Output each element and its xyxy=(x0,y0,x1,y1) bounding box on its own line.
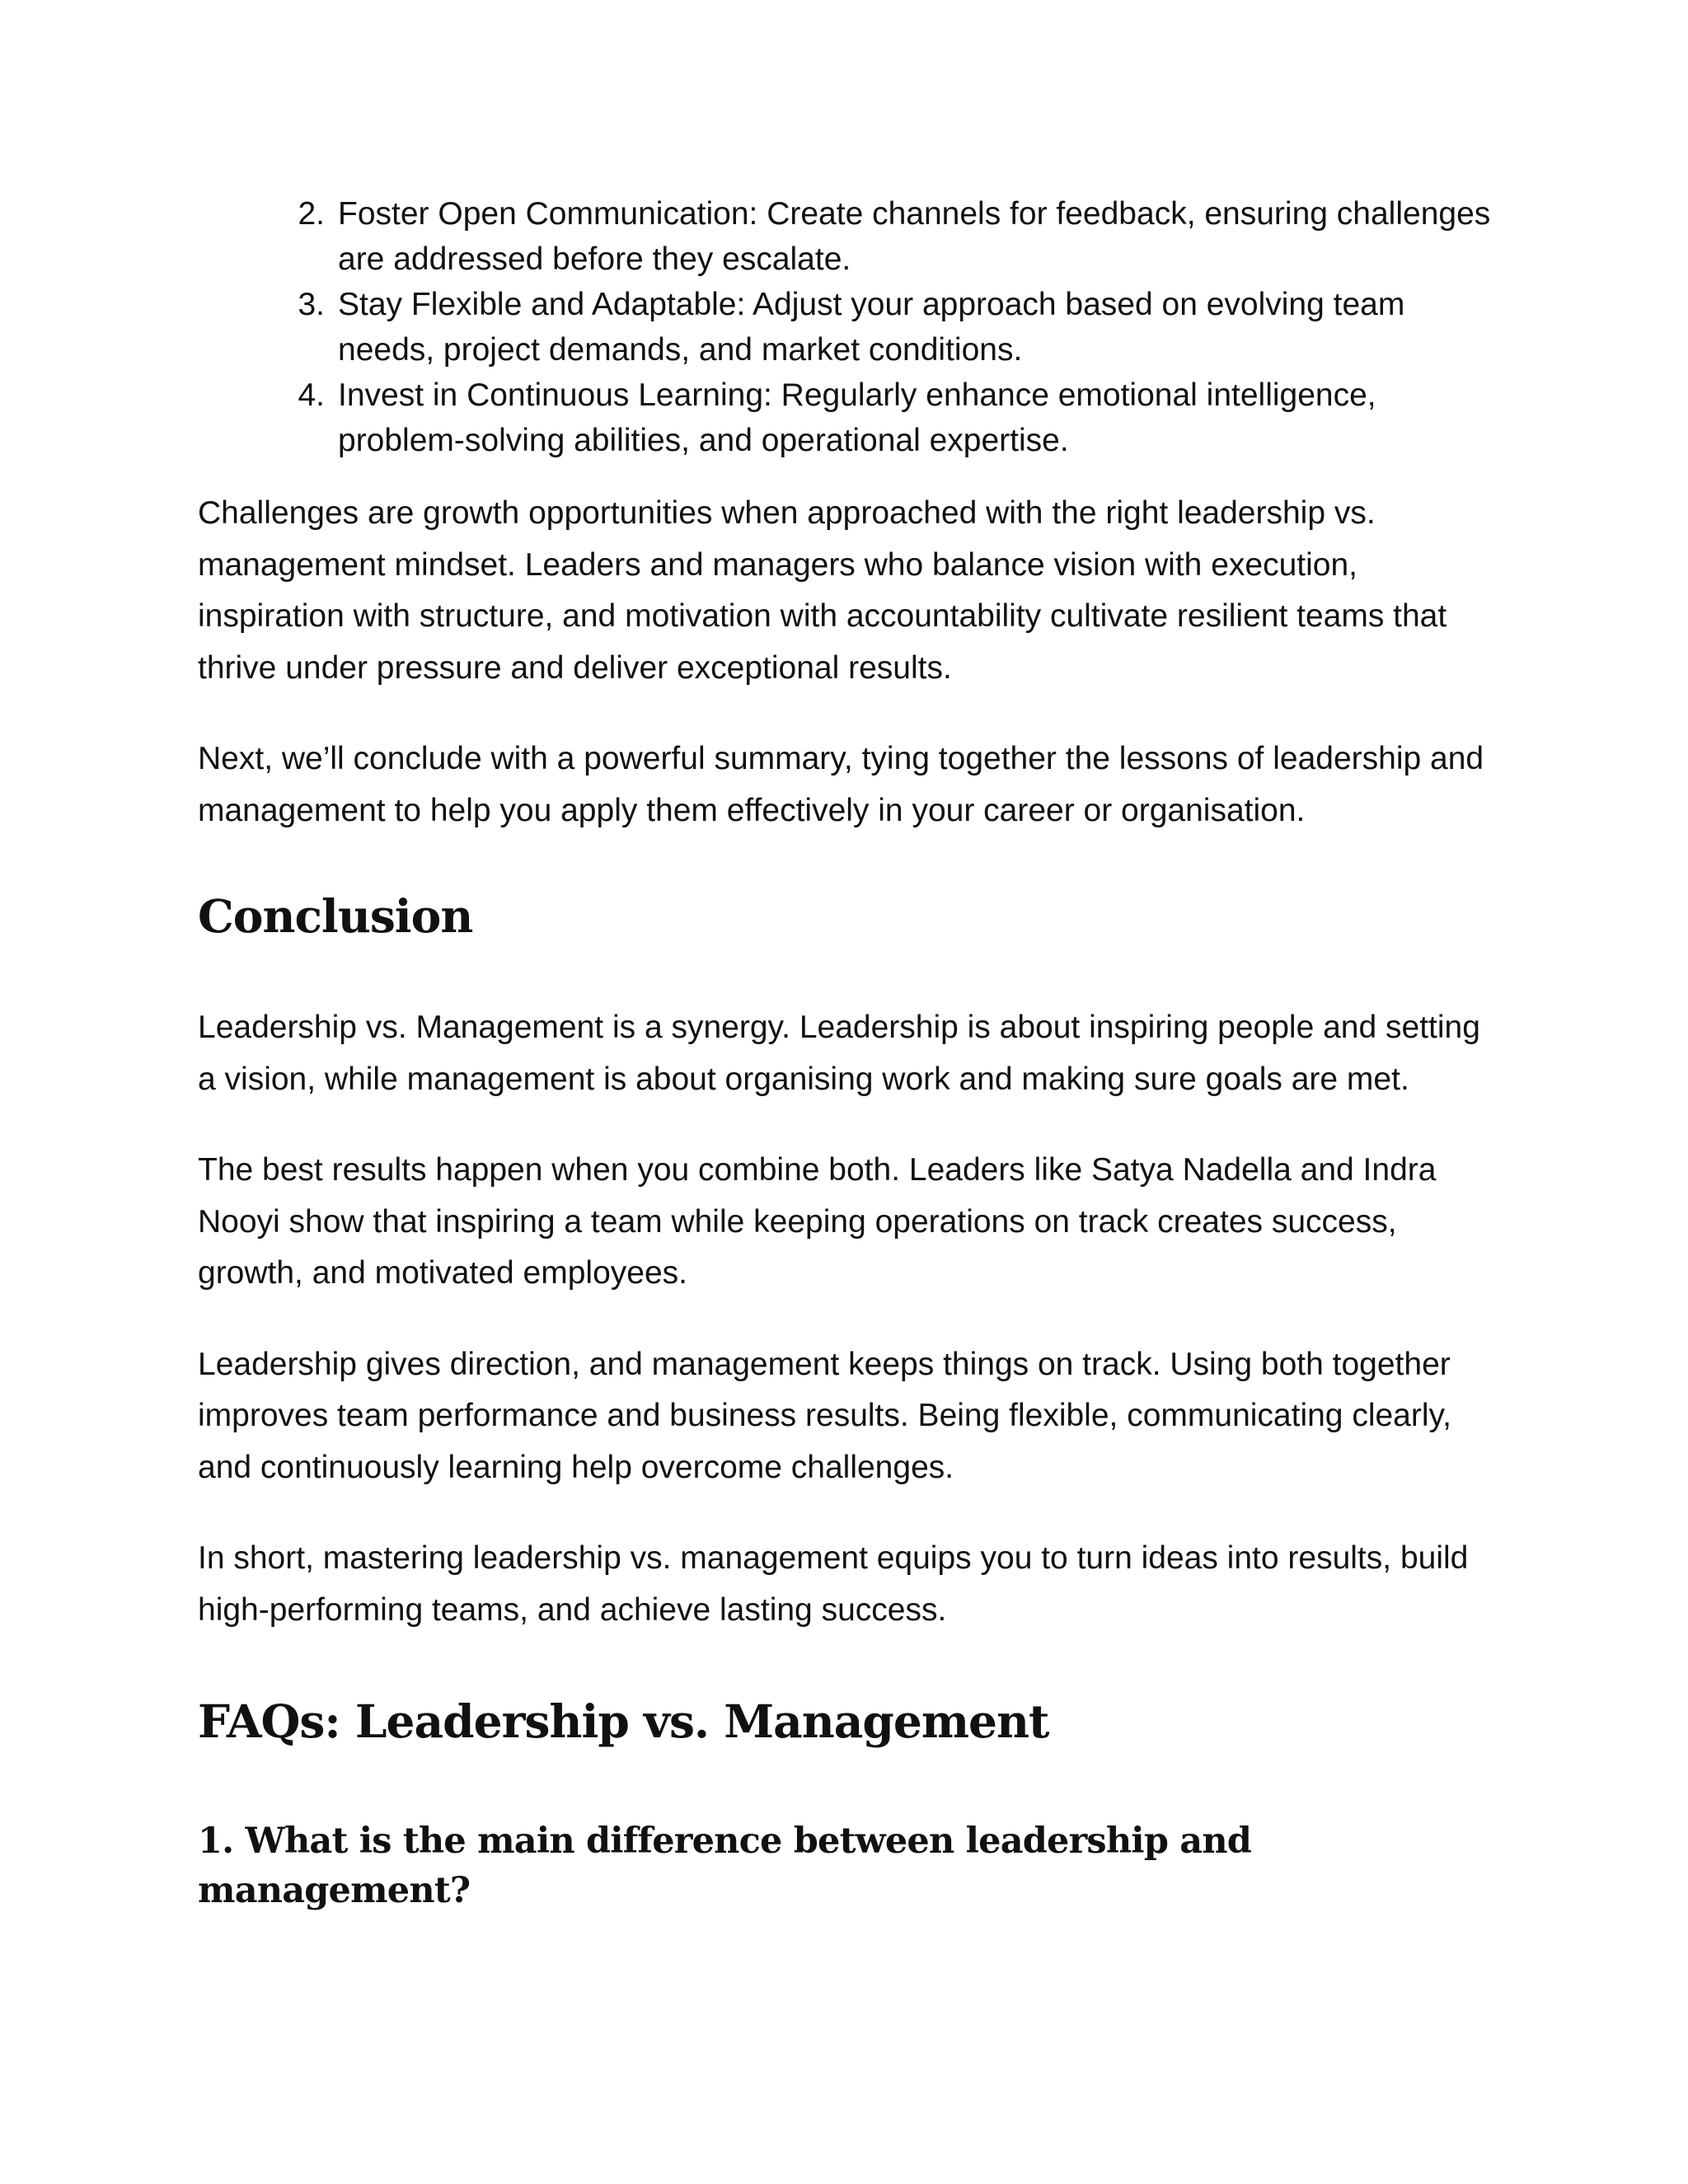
list-item-number: 4. xyxy=(298,377,325,413)
faqs-heading: FAQs: Leadership vs. Management xyxy=(198,1694,1049,1748)
conclusion-paragraph-direction: Leadership gives direction, and management keeps things on track. Using both together improves team performance and business results. Being flexible, communicating clearly, and continuously learning help overcome challenges. xyxy=(198,1346,1451,1485)
list-item-number: 2. xyxy=(298,196,325,232)
list-item-text: Stay Flexible and Adaptable: Adjust your approach based on evolving team needs, project demands, and market conditions. xyxy=(338,287,1405,368)
list-item xyxy=(198,282,1500,373)
list-item-number: 3. xyxy=(298,287,325,322)
paragraph-next: Next, we’ll conclude with a powerful summary, tying together the lessons of leadership and management to help you apply them effectively in your career or organisation. xyxy=(198,741,1484,828)
conclusion-paragraph-in-short: In short, mastering leadership vs. management equips you to turn ideas into results, build high-performing teams, and achieve lasting success. xyxy=(198,1540,1469,1628)
conclusion-heading: Conclusion xyxy=(198,889,473,943)
list-item-text: Foster Open Communication: Create channels for feedback, ensuring challenges are addressed before they escalate. xyxy=(338,196,1491,277)
document-page xyxy=(198,191,1500,1915)
paragraph-challenges: Challenges are growth opportunities when approached with the right leadership vs. management mindset. Leaders and managers who balance vision with execution, inspiration with structure, and motivation with accountability cultivate resilient teams that thrive under pressure and deliver exceptional results. xyxy=(198,495,1447,686)
conclusion-paragraph-best-results: The best results happen when you combine both. Leaders like Satya Nadella and Indra Nooyi show that inspiring a team while keeping operations on track creates success, growth, and motivated employees. xyxy=(198,1152,1437,1291)
list-item xyxy=(198,191,1500,282)
conclusion-paragraph-synergy: Leadership vs. Management is a synergy. Leadership is about inspiring people and setting a vision, while management is about organising work and making sure goals are met. xyxy=(198,1010,1480,1097)
faq-question-1: 1. What is the main difference between leadership and management? xyxy=(198,1821,1252,1911)
list-item xyxy=(198,373,1500,463)
numbered-list xyxy=(198,191,1500,463)
list-item-text: Invest in Continuous Learning: Regularly enhance emotional intelligence, problem-solving abilities, and operational expertise. xyxy=(338,377,1376,458)
